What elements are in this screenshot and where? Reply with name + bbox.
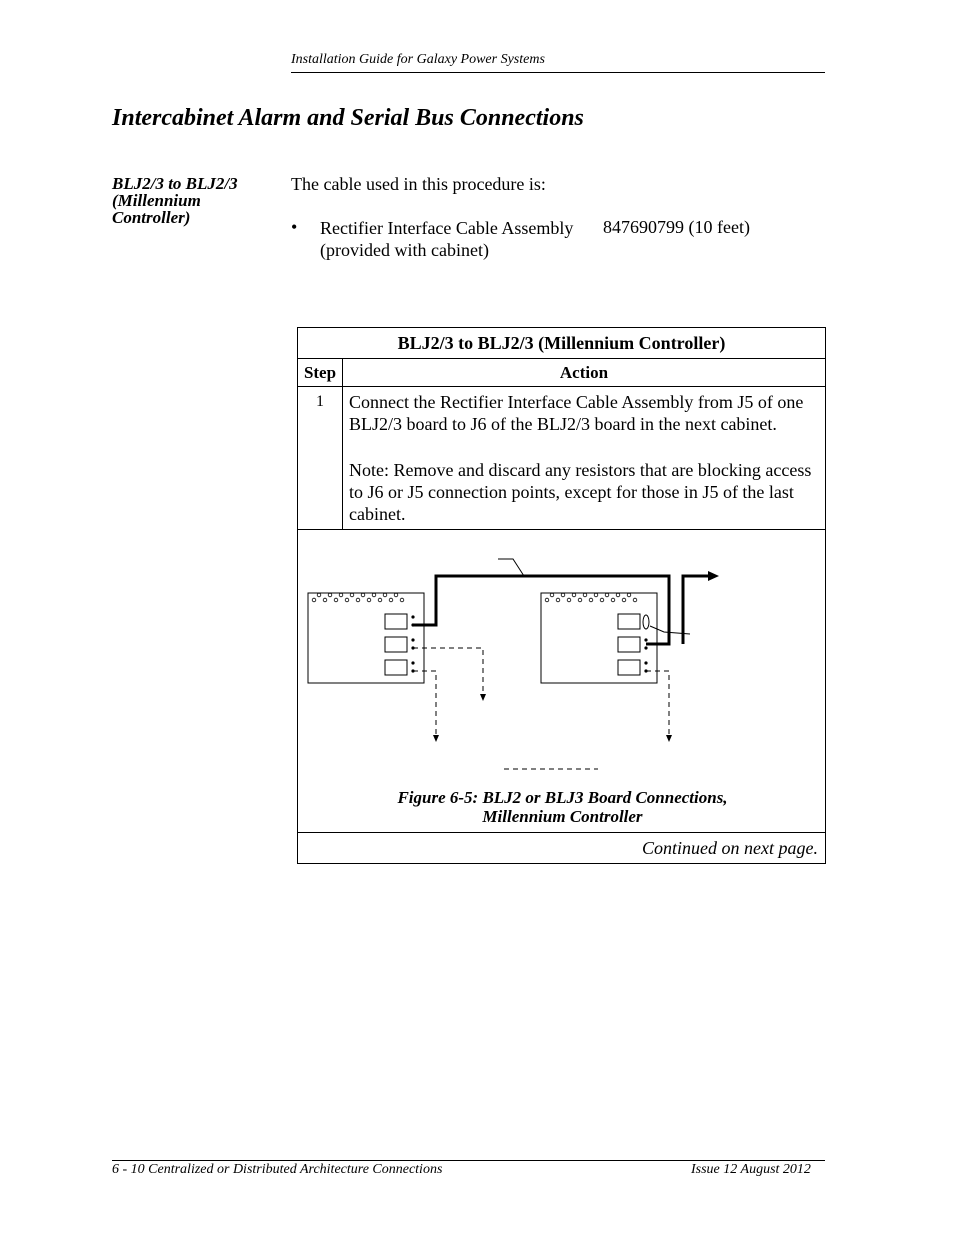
left-board — [308, 593, 424, 683]
footer-issue: Issue 12 August 2012 — [691, 1162, 811, 1177]
bullet-item — [320, 217, 573, 261]
arrow-down-icons — [433, 694, 672, 742]
continued-note: Continued on next page. — [298, 833, 826, 864]
side-heading-line: Controller) — [112, 208, 191, 227]
arrow-right-icon — [708, 571, 719, 581]
left-j6-connector — [385, 660, 407, 675]
left-j4-connector — [385, 614, 407, 629]
step-number: 1 — [298, 387, 343, 530]
right-j5-connector — [618, 637, 640, 652]
arrow-down-icon — [480, 694, 486, 701]
column-header-action: Action — [343, 359, 826, 387]
right-board — [541, 593, 657, 683]
arrow-down-icon — [433, 735, 439, 742]
cable-leader-line — [498, 559, 524, 576]
running-header: Installation Guide for Galaxy Power Systems — [291, 52, 545, 67]
resistor-icon — [643, 615, 649, 629]
footer-chapter: 6 - 10 Centralized or Distributed Architecture Connections — [112, 1162, 443, 1177]
table-row — [298, 387, 826, 530]
table-title: BLJ2/3 to BLJ2/3 (Millennium Controller) — [298, 328, 826, 359]
right-board-holes — [545, 593, 637, 602]
footer-rule — [112, 1160, 825, 1161]
board-connection-diagram — [298, 530, 827, 832]
bullet-item-line: Rectifier Interface Cable Assembly — [320, 218, 574, 238]
header-rule — [291, 72, 825, 73]
left-board-holes — [312, 593, 404, 602]
side-heading-line: (Millennium — [112, 191, 201, 210]
figure-caption — [298, 788, 827, 826]
arrow-down-icon — [666, 735, 672, 742]
left-j5-connector — [385, 637, 407, 652]
section-title: Intercabinet Alarm and Serial Bus Connections — [112, 105, 584, 131]
figure-caption-line: Millennium Controller — [482, 807, 643, 826]
column-header-step: Step — [298, 359, 343, 387]
bullet-symbol: • — [291, 217, 298, 237]
step-action — [343, 387, 826, 530]
cable-part-number: 847690799 (10 feet) — [603, 217, 750, 237]
right-j6-connector — [618, 660, 640, 675]
right-j4-connector — [618, 614, 640, 629]
figure-cell — [298, 530, 826, 833]
procedure-table — [297, 327, 826, 864]
action-note: Note: Remove and discard any resistors that are blocking access to J6 or J5 connection points, except for those in J5 of the last cabinet. — [349, 460, 812, 524]
side-heading-line: BLJ2/3 to BLJ2/3 — [112, 174, 238, 193]
bullet-item-line: (provided with cabinet) — [320, 240, 489, 260]
action-text: Connect the Rectifier Interface Cable Assembly from J5 of one BLJ2/3 board to J6 of the BLJ2/3 board in the next cabinet. — [349, 392, 804, 434]
figure-caption-line: Figure 6-5: BLJ2 or BLJ3 Board Connections, — [397, 788, 728, 807]
intro-text: The cable used in this procedure is: — [291, 174, 546, 194]
side-heading — [112, 175, 282, 226]
